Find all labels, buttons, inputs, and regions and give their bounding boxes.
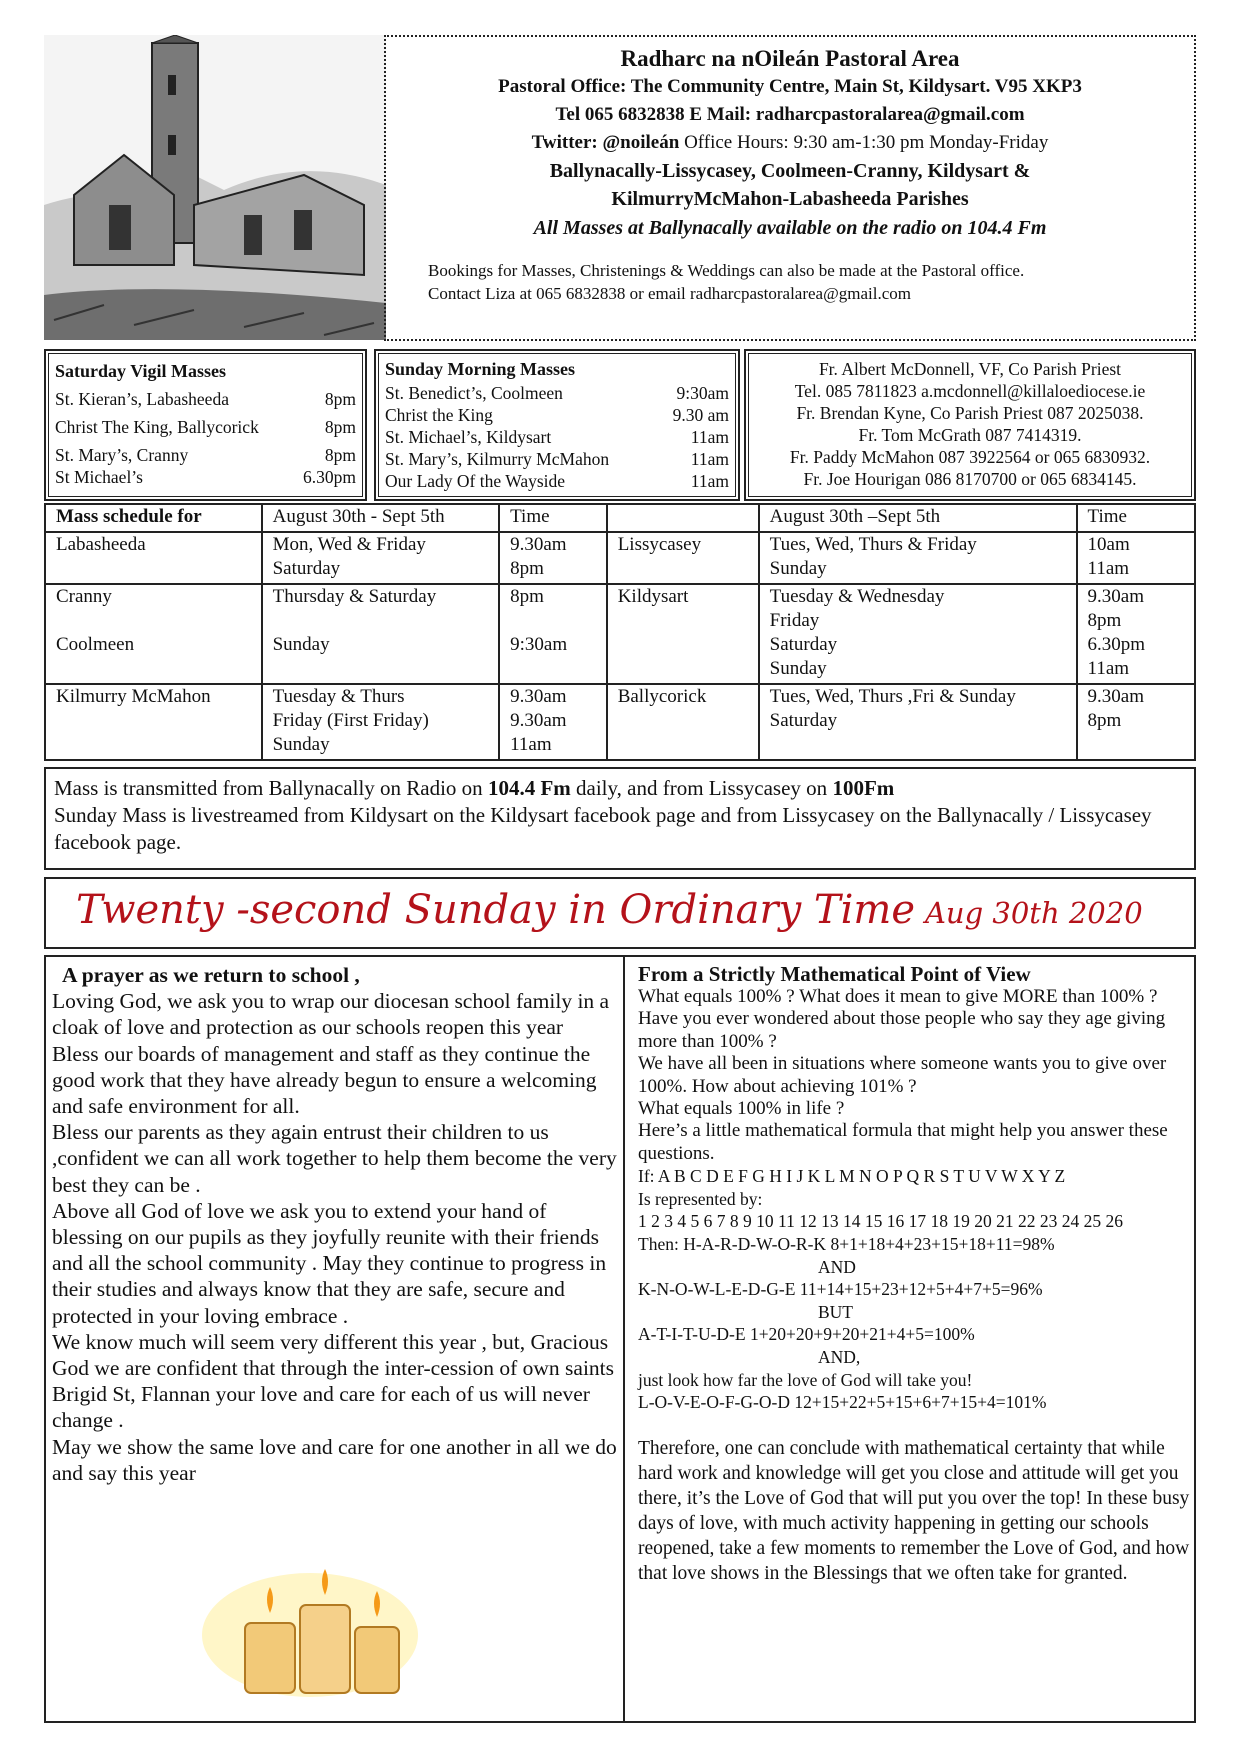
pastoral-contact: Tel 065 6832838 E Mail: radharcpastoralarea@gmail.com	[555, 104, 1025, 125]
priest-line: Fr. Brendan Kyne, Co Parish Priest 087 2025038.	[796, 403, 1144, 423]
schedule-cell: Mon, Wed & Friday Saturday	[262, 532, 500, 584]
priests-box	[744, 349, 1196, 501]
schedule-cell: Labasheeda	[45, 532, 262, 584]
priest-line: Fr. Tom McGrath 087 7414319.	[858, 425, 1082, 445]
saturday-mass-row	[55, 444, 356, 466]
mass-time: 11am	[690, 427, 729, 447]
radio-note: All Masses at Ballynacally available on the radio on 104.4 Fm	[533, 217, 1047, 239]
mass-place: St. Mary’s, Cranny	[55, 445, 189, 465]
saturday-mass-row	[55, 388, 356, 410]
mass-time: 8pm	[324, 417, 356, 437]
parishes-line-2: KilmurryMcMahon-Labasheeda Parishes	[611, 188, 969, 210]
schedule-row	[45, 532, 1195, 584]
schedule-cell: Tues, Wed, Thurs & Friday Sunday	[759, 532, 1077, 584]
mass-time: 11am	[690, 449, 729, 469]
radio-line	[54, 775, 1186, 802]
twitter-handle: Twitter: @noileán	[531, 132, 680, 153]
schedule-cell: Lissycasey	[607, 532, 759, 584]
prayer-title: A prayer as we return to school ,	[62, 963, 360, 987]
schedule-header-cell: August 30th –Sept 5th	[759, 504, 1077, 532]
schedule-row	[45, 584, 1195, 684]
mass-place: Christ The King, Ballycorick	[55, 417, 259, 437]
prayer-text: Loving God, we ask you to wrap our diocesan school family in a cloak of love and protection as our schools reopen this year Bless our boards of management and staff as they continue the good work that they have already begun to ensure a welcoming and safe environment for all. Bless our parents as they again entrust their children to us ,confident we can all work together to help them become the very best they can be . Above all God of love we ask you to extend your hand of blessing on our pupils as they joyfully reunite with their friends and all the school community . May they continue to progress in their studies and always know that they are safe, secure and protected in your loving embrace . We know much will seem very different this year , but, Gracious God we are confident that through the inter-cession of own saints Brigid St, Flannan your love and care for each of us will never change . May we show the same love and care for one another in all we do and say this year	[52, 989, 617, 1485]
twitter-and-hours	[386, 129, 1194, 157]
radio-text: Mass is transmitted from Ballynacally on Radio on	[54, 776, 488, 800]
math-and: AND	[818, 1256, 856, 1277]
radio-frequency: 104.4 Fm	[487, 776, 571, 800]
schedule-cell: Tuesday & Wednesday Friday Saturday Sunday	[759, 584, 1077, 684]
radio-frequency: 100Fm	[832, 776, 895, 800]
schedule-cell: Cranny Coolmeen	[45, 584, 262, 684]
saturday-vigil-box	[44, 349, 367, 501]
priest-line: Fr. Paddy McMahon 087 3922564 or 065 6830932.	[789, 447, 1151, 467]
pastoral-area-title: Radharc na nOileán Pastoral Area	[620, 46, 960, 71]
sunday-date: Aug 30th 2020	[924, 896, 1143, 930]
bookings-line-1: Bookings for Masses, Christenings & Weddings can also be made at the Pastoral office.	[428, 261, 1025, 280]
math-represented: Is represented by:	[638, 1188, 763, 1209]
sunday-morning-title: Sunday Morning Masses	[385, 359, 576, 379]
school-prayer	[52, 962, 618, 1486]
mass-place: St. Michael’s, Kildysart	[385, 427, 552, 447]
math-numbers: 1 2 3 4 5 6 7 8 9 10 11 12 13 14 15 16 17 18 19 20 21 22 23 24 25 26	[638, 1211, 1123, 1232]
mass-time: 8pm	[324, 389, 356, 409]
schedule-cell: Thursday & Saturday Sunday	[262, 584, 500, 684]
mass-time: 11am	[690, 471, 729, 491]
pastoral-office-address: Pastoral Office: The Community Centre, Main St, Kildysart. V95 XKP3	[498, 76, 1082, 97]
math-article	[638, 962, 1190, 1586]
math-and-2: AND,	[818, 1347, 861, 1367]
schedule-row	[45, 684, 1195, 760]
priest-line: Fr. Albert McDonnell, VF, Co Parish Priest	[818, 359, 1122, 379]
schedule-cell: 9.30am 8pm	[1077, 684, 1195, 760]
schedule-header-cell	[607, 504, 759, 532]
schedule-header-row	[45, 504, 1195, 532]
livestream-line: Sunday Mass is livestreamed from Kildysart on the Kildysart facebook page and from Lissycasey on the Ballynacally / Lissycasey facebook page.	[54, 803, 1152, 854]
schedule-cell: 8pm 9:30am	[499, 584, 607, 684]
schedule-cell: 9.30am 8pm	[499, 532, 607, 584]
priest-line: Fr. Joe Hourigan 086 8170700 or 065 6834145.	[803, 469, 1137, 489]
office-hours: Office Hours: 9:30 am-1:30 pm Monday-Friday	[679, 132, 1049, 153]
schedule-header-cell: August 30th - Sept 5th	[262, 504, 500, 532]
schedule-cell: Tuesday & Thurs Friday (First Friday) Sunday	[262, 684, 500, 760]
schedule-cell: 9.30am 8pm 6.30pm 11am	[1077, 584, 1195, 684]
mass-place: St Michael’s	[55, 467, 143, 487]
radio-livestream-box	[44, 767, 1196, 870]
schedule-cell: 9.30am 9.30am 11am	[499, 684, 607, 760]
math-attitude: A-T-I-T-U-D-E 1+20+20+9+20+21+4+5=100%	[638, 1324, 975, 1345]
saturday-vigil-title: Saturday Vigil Masses	[55, 361, 227, 381]
math-loveofgod: L-O-V-E-O-F-G-O-D 12+15+22+5+15+6+7+15+4=101%	[638, 1392, 1047, 1413]
mass-time: 6.30pm	[303, 467, 356, 487]
schedule-cell: Ballycorick	[607, 684, 759, 760]
column-divider	[623, 955, 625, 1723]
priest-line: Tel. 085 7811823 a.mcdonnell@killaloediocese.ie	[794, 381, 1146, 401]
sunday-mass-row	[385, 426, 729, 448]
mass-place: Christ the King	[385, 405, 493, 425]
saturday-mass-row	[55, 416, 356, 438]
pastoral-header	[384, 35, 1196, 341]
schedule-header-cell: Time	[1077, 504, 1195, 532]
math-conclusion: Therefore, one can conclude with mathematical certainty that while hard work and knowledge will get you close and attitude will get you there, it’s the Love of God that will put you over the top! In these busy days of love, with much activity happening in getting our schools reopened, take a few moments to remember the Love of God, and how that love shows in the Blessings that we often take for granted.	[638, 1437, 1190, 1584]
sunday-morning-box	[374, 349, 740, 501]
bookings-note	[386, 259, 1194, 305]
math-but: BUT	[818, 1301, 853, 1322]
mass-place: St. Benedict’s, Coolmeen	[385, 383, 563, 403]
schedule-cell: Tues, Wed, Thurs ,Fri & Sunday Saturday	[759, 684, 1077, 760]
saturday-mass-row	[55, 466, 356, 488]
mass-time: 9:30am	[676, 383, 729, 403]
sunday-title: Twenty -second Sunday in Ordinary Time	[76, 887, 915, 933]
schedule-header-cell: Time	[499, 504, 607, 532]
math-hardwork: Then: H-A-R-D-W-O-R-K 8+1+18+4+23+15+18+11=98%	[638, 1234, 1055, 1255]
parishes-line-1: Ballynacally-Lissycasey, Coolmeen-Cranny, Kildysart &	[549, 160, 1031, 182]
math-alphabet: If: A B C D E F G H I J K L M N O P Q R S T U V W X Y Z	[638, 1166, 1066, 1187]
schedule-header-cell: Mass schedule for	[45, 504, 262, 532]
mass-schedule-table	[44, 503, 1196, 761]
schedule-cell: Kilmurry McMahon	[45, 684, 262, 760]
mass-place: St. Kieran’s, Labasheeda	[55, 389, 229, 409]
sunday-mass-row	[385, 382, 729, 404]
math-intro: What equals 100% ? What does it mean to give MORE than 100% ? Have you ever wondered about those people who say they age giving more than 100% ? We have all been in situations where someone wants you to give over 100%. How about achieving 101% ? What equals 100% in life ? Here’s a little mathematical formula that might help you answer these questions.	[638, 986, 1168, 1164]
mass-time: 8pm	[324, 445, 356, 465]
math-title: From a Strictly Mathematical Point of View	[638, 962, 1031, 986]
sunday-mass-row	[385, 448, 729, 470]
mass-place: St. Mary’s, Kilmurry McMahon	[385, 449, 610, 469]
sunday-title-banner	[44, 877, 1196, 949]
sunday-mass-row	[385, 470, 729, 492]
sunday-mass-row	[385, 404, 729, 426]
math-look: just look how far the love of God will take you!	[638, 1369, 973, 1390]
math-knowledge: K-N-O-W-L-E-D-G-E 11+14+15+23+12+5+4+7+5=96%	[638, 1279, 1043, 1300]
mass-place: Our Lady Of the Wayside	[385, 471, 566, 491]
radio-text: daily, and from Lissycasey on	[570, 776, 833, 800]
schedule-cell: 10am 11am	[1077, 532, 1195, 584]
church-ruin-illustration	[44, 35, 386, 340]
mass-time: 9.30 am	[672, 405, 729, 425]
candles-image	[200, 1555, 420, 1700]
schedule-cell: Kildysart	[607, 584, 759, 684]
bookings-line-2: Contact Liza at 065 6832838 or email radharcpastoralarea@gmail.com	[428, 284, 911, 303]
